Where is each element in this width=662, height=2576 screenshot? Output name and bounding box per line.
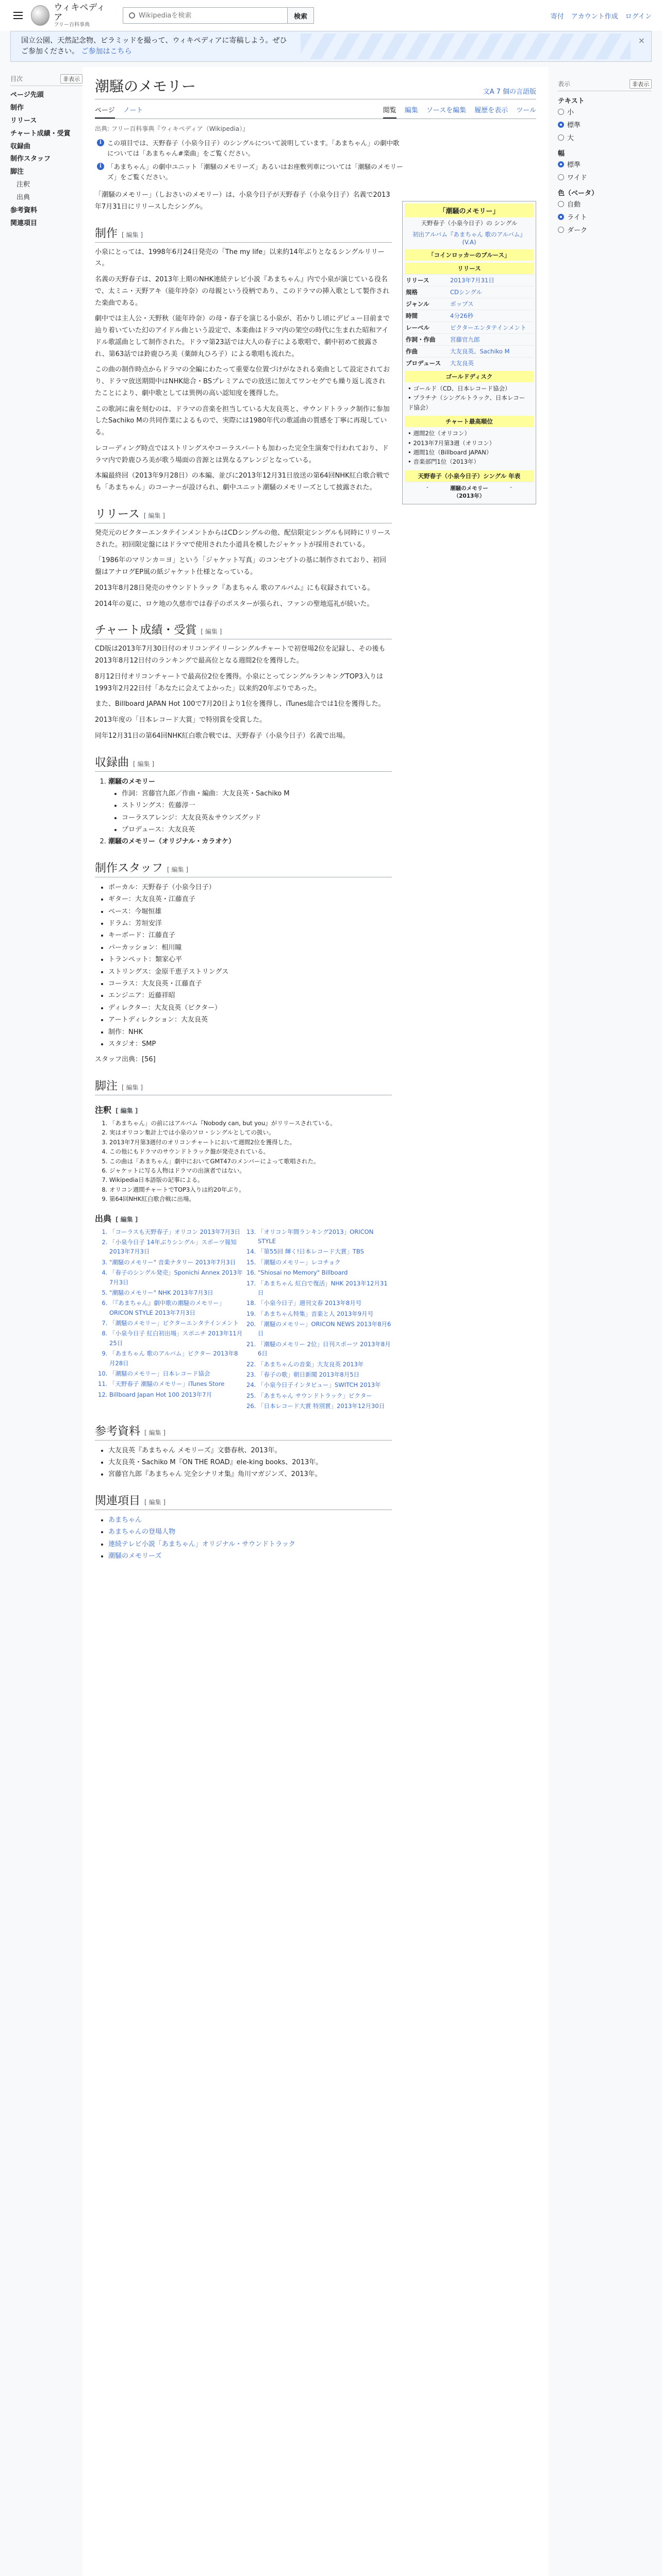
appearance-panel [549,67,652,2576]
toc-item[interactable]: 脚注 [10,168,24,176]
reference-item[interactable]: 10. 「潮騒のメモリー」日本レコード協会 [109,1369,243,1378]
tab-edit-source[interactable]: ソースを編集 [426,107,467,114]
edit-section-link[interactable]: [ 編集 ] [122,1084,143,1092]
logo-subtitle: フリー百科事典 [54,22,90,28]
infobox-chronology-head: 天野春子（小泉今日子）シングル 年表 [405,470,534,482]
paragraph: CD版は2013年7月30日付のオリコンデイリーシングルチャートで初登場2位を記録し、その後も2013年8月12日付のランキングで最高位となる週間2位を獲得した。 [95,645,386,665]
staff-list [95,882,392,1050]
paragraph: 8月12日付オリコンチャートで最高位2位を獲得。小泉にとってシングルランキングTOP3入りは1993年2月22日付「あなたに会えてよかった」以来約20年ぶりであった。 [95,672,384,692]
infobox-value[interactable]: ポップス [450,300,474,308]
references-list [95,1227,392,1411]
banner-link[interactable]: ご参加はこちら [81,47,132,56]
reference-item[interactable]: 6. 「『あまちゃん』劇中歌の潮騒のメモリー」ORICON STYLE 2013年7月3日 [109,1298,243,1317]
appearance-hide-button[interactable]: 非表示 [630,79,652,89]
staff-item: • アートディレクション：大友良英 [108,1014,392,1026]
reference-item[interactable]: 26. 「日本レコード大賞 特別賞」2013年12月30日 [258,1401,392,1411]
infobox-gold-head: ゴールドディスク [405,371,534,382]
gold-item: • プラチナ（シングルトラック、日本レコード協会） [408,393,531,412]
reference-item[interactable]: 23. 「春子の歌」朝日新聞 2013年8月5日 [258,1370,392,1379]
chart-item: • 2013年7月第3週（オリコン） [408,438,531,448]
subsection-heading-chu: 注釈 [ 編集 ] [95,1105,138,1115]
chronology-current: 潮騒のメモリー（2013年） [450,485,488,499]
page-title: 潮騒のメモリー [95,79,196,95]
note-item: 9. 第64回NHK紅白歌合戦に出場。 [109,1194,392,1204]
paragraph: 小泉にとっては、1998年6月24日発売の「The my life」以来約14年ぶりとなるシングルリリース。 [95,248,385,268]
campaign-banner [10,31,652,62]
staff-item: • ディレクター：大友良英（ビクター） [108,1002,392,1014]
reference-item[interactable]: 5. "潮騒のメモリー" NHK 2013年7月3日 [109,1288,243,1297]
staff-item: • コーラス：大友良英・江藤直子 [108,978,392,990]
chronology-next: - [510,484,512,490]
reference-item[interactable]: 3. "潮騒のメモリー" 音楽ナタリー 2013年7月3日 [109,1258,243,1267]
width-option[interactable]: ワイド [558,171,652,183]
reference-item[interactable]: 7. 「潮騒のメモリー」ビクターエンタテインメント [109,1318,243,1328]
width-label: 幅 [558,150,565,158]
search-input[interactable] [123,7,288,24]
donate-link[interactable]: 寄付 [550,12,564,21]
infobox-album[interactable]: 初出アルバム『あまちゃん 歌のアルバム』(V.A) [412,231,526,246]
edit-section-link[interactable]: [ 編集 ] [144,1498,166,1506]
tab-edit[interactable]: 編集 [404,107,418,114]
notes-list [95,1118,392,1204]
chronology-prev: - [426,484,428,490]
color-label: 色（ベータ） [558,190,599,197]
paragraph: 2013年度の「日本レコード大賞」で特別賞を受賞した。 [95,716,267,724]
search-button[interactable]: 検索 [288,7,314,24]
infobox-value[interactable]: 大友良英 [450,360,474,367]
staff-item: • ドラム：芳垣安洋 [108,918,392,929]
toc-item[interactable]: リリース [10,116,37,125]
section-heading-staff: 制作スタッフ [ 編集 ] [95,859,392,877]
paragraph: この歌詞に歯を刻むのは、ドラマの音楽を担当している大友良英と、サウンドトラック制作に参加したSachiko Mの共同作業によるもので、実際には1980年代の歌謡曲の質感を丁寧に再現している。 [95,405,390,436]
track-item: 2. 潮騒のメモリー（オリジナル・カラオケ） [108,836,392,848]
edit-section-link[interactable]: [ 編集 ] [115,1107,138,1115]
color-option[interactable]: 自動 [558,197,652,210]
hatnote: i この項目では、天野春子（小泉今日子）のシングルについて説明しています。「あまちゃん」の劇中歌については「あまちゃん#楽曲」をご覧ください。 [95,138,404,159]
tab-tools[interactable]: ツール [516,107,536,114]
section-heading-bibliography: 参考資料 [ 編集 ] [95,1422,392,1440]
staff-source: スタッフ出典：[56] [95,1056,156,1064]
tab-talk[interactable]: ノート [123,107,143,114]
staff-item: • ベース：今堀恒雄 [108,906,392,918]
subsection-heading-shutten: 出典 [ 編集 ] [95,1213,138,1224]
paragraph: レコーディング時点ではストリングスやコーラスパートも加わった完全生演奏で行われており、ドラマ内で鈴鹿ひろ美が歌う場面の音源とは異なるアレンジとなっている。 [95,444,389,464]
reference-item[interactable]: 19. 「あまちゃん特集」音楽と人 2013年9月号 [258,1309,392,1318]
staff-item: • エンジニア：近藤祥昭 [108,990,392,1002]
related-link[interactable]: 連続テレビ小説「あまちゃん」オリジナル・サウンドトラック [108,1540,295,1548]
paragraph: この曲の制作時点からドラマの全編にわたって重要な位置づけがなされる楽曲として設定されており、ドラマ放送期間中はNHK総合・BSプレミアムでの放送に加えてワンセグでも繰り返し流されたことにより、劇中歌としては異例の高い認知度を獲得した。 [95,366,390,397]
toc-sidebar [10,67,82,2576]
staff-item: • キーボード：江藤直子 [108,929,392,941]
bibliography-item: • 大友良英・Sachiko M『ON THE ROAD』ele-king books、2013年。 [108,1456,392,1468]
reference-item[interactable]: 8. 「小泉今日子 紅白初出場」スポニチ 2013年11月25日 [109,1329,243,1348]
reference-item[interactable]: 22. 「あまちゃんの音楽」大友良英 2013年 [258,1360,392,1369]
edit-section-link[interactable]: [ 編集 ] [122,231,143,239]
login-link[interactable]: ログイン [625,12,652,21]
staff-item: • トランペット：類家心平 [108,954,392,965]
edit-section-link[interactable]: [ 編集 ] [144,1429,166,1436]
related-link[interactable]: あまちゃん [108,1516,142,1524]
reference-item[interactable]: 9. 「あまちゃん 歌のアルバム」ビクター 2013年8月28日 [109,1349,243,1368]
hatnote: i 「あまちゃん」の劇中ユニット「潮騒のメモリーズ」あるいはお座敷列車については「潮騒のメモリーズ」をご覧ください。 [95,162,404,182]
note-item: 7. Wikipedia日本語版の記事による。 [109,1175,392,1184]
infobox-section-head: リリース [405,263,534,274]
toc-item[interactable]: 制作 [10,104,24,112]
paragraph: 2014年の夏に、ロケ地の久慈市では春子のポスターが張られ、ファンの聖地巡礼が続いた。 [95,600,374,608]
text-size-option[interactable]: 大 [558,131,652,144]
reference-item[interactable]: 17. 「あまちゃん 紅白で復活」NHK 2013年12月31日 [258,1279,392,1298]
related-link[interactable]: 潮騒のメモリーズ [108,1552,162,1560]
appearance-heading: 表示 [558,80,571,88]
chart-item: • 週間1位（Billboard JAPAN） [408,448,531,457]
paragraph: 本編最終回（2013年9月28日）の本編、並びに2013年12月31日放送の第64回NHK紅白歌合戦でも「あまちゃん」のコーナーが設けられ、劇中ユニット潮騒のメモリーズとして披露された。 [95,472,390,492]
infobox-value[interactable]: 宮藤官九郎 [450,336,480,343]
toc-item[interactable]: 参考資料 [10,207,38,215]
edit-section-link[interactable]: [ 編集 ] [115,1215,138,1223]
staff-item: • ストリングス：金原千恵子ストリングス [108,966,392,978]
section-heading-related: 関連項目 [ 編集 ] [95,1492,392,1510]
edit-section-link[interactable]: [ 編集 ] [143,512,165,519]
bibliography-list [95,1445,392,1481]
toc-hide-button[interactable]: 非表示 [60,74,82,83]
reference-item[interactable]: 24. 「小泉今日子インタビュー」SWITCH 2013年 [258,1380,392,1389]
banner-text: 国立公園、天然記念物、ピラミッドを撮って、ウィキペディアに寄稿しよう。ぜひご参加ください。 [21,37,287,56]
note-item: 1. 「あまちゃん」の前にはアルバム『Nobody can, but you』がリリースされている。 [109,1118,392,1128]
infobox-value: 4分26秒 [450,312,473,319]
reference-item[interactable]: 2. 「小泉今日子 14年ぶりシングル」スポーツ報知 2013年7月3日 [109,1238,243,1257]
track-item: 1. 潮騒のメモリー • 作詞：宮藤官九郎／作曲・編曲：大友良英・Sachiko M • ストリングス：佐藤淳一 • コーラスアレンジ：大友良英＆サウンズグッド • プロデュース：大友良英 [108,776,392,836]
section-heading-chart: チャート成績・受賞 [ 編集 ] [95,621,392,639]
reference-item[interactable]: 15. 「潮騒のメモリー」レコチョク [258,1258,392,1267]
toc-item[interactable]: 収録曲 [10,142,31,150]
note-item: 5. この曲は「あまちゃん」劇中においてGMT47のメンバーによって歌唱された。 [109,1157,392,1166]
infobox-chart-head: チャート最高順位 [405,416,534,427]
section-heading-release: リリース [ 編集 ] [95,505,392,523]
paragraph: 劇中では主人公・天野秋（能年玲奈）の母・春子を演じる小泉が、若かりし頃にデビュー目前まで辿り着いていた幻のアイドル曲という設定で、本楽曲はドラマ内の架空の時代に生まれた昭和アイドル歌謡曲として制作された。ドラマ第23話では大人の春子による歌唱で、劇中初めて披露され、第63話では鈴鹿ひろ美（薬師丸ひろ子）による歌唱も流れた。 [95,315,390,358]
paragraph: 名義の天野春子は、2013年上期のNHK連続テレビ小説『あまちゃん』内で小泉が演じている役名で、太ミニ・天野アキ（能年玲奈）の母親という役柄であり、このドラマの挿入歌として製作された楽曲である。 [95,276,390,307]
tab-history[interactable]: 履歴を表示 [474,107,508,114]
tab-page[interactable]: ページ [95,101,115,118]
section-heading-production: 制作 [ 編集 ] [95,225,392,243]
track-credit: • コーラスアレンジ：大友良英＆サウンズグッド [122,812,392,824]
section-heading-notes: 脚注 [ 編集 ] [95,1077,392,1095]
edit-section-link[interactable]: [ 編集 ] [201,628,222,636]
banner-illustration [301,33,631,59]
reference-item[interactable]: 11. 「天野春子 潮騒のメモリー」iTunes Store [109,1379,243,1388]
text-size-label: テキスト [558,97,585,105]
paragraph: 「1986年のマリンカ＝ヨ」という「ジャケット写真」のコンセプトの基に制作されており、初回盤はアナログEP風の紙ジャケット仕様となっている。 [95,556,387,576]
note-item: 3. 2013年7月第3週付のオリコンチャートにおいて週間2位を獲得した。 [109,1138,392,1147]
edit-section-link[interactable]: [ 編集 ] [133,760,155,768]
toc-item[interactable]: ページ先頭 [10,91,44,99]
language-button[interactable]: 文A 7 個の言語版 [483,86,536,96]
close-icon[interactable]: × [638,36,645,45]
color-option[interactable]: ダーク [558,223,652,236]
reference-item[interactable]: 12. Billboard Japan Hot 100 2013年7月 [109,1390,243,1399]
reference-item[interactable]: 20. 「潮騒のメモリー」ORICON NEWS 2013年8月6日 [258,1319,392,1338]
translate-icon: 文A [483,88,494,96]
track-credit: • ストリングス：佐藤淳一 [122,800,392,811]
text-size-option[interactable]: 標準 [558,118,652,131]
edit-section-link[interactable]: [ 編集 ] [167,866,189,873]
infobox-value[interactable]: ビクターエンタテインメント [450,324,526,331]
reference-item[interactable]: 14. 「第55回 輝く!日本レコード大賞」TBS [258,1247,392,1256]
reference-item[interactable]: 16. "Shiosai no Memory" Billboard [258,1268,392,1277]
note-item: 8. オリコン週間チャートでTOP3入りは約20年ぶり。 [109,1185,392,1194]
toc-item[interactable]: 出典 [16,194,30,202]
infobox-b-side: 「コインロッカーのブルース」 [405,249,534,261]
track-credit: • 作詞：宮藤官九郎／作曲・編曲：大友良英・Sachiko M [122,788,392,800]
reference-item[interactable]: 25. 「あまちゃん サウンドトラック」ビクター [258,1391,392,1400]
create-account-link[interactable]: アカウント作成 [571,12,618,21]
infobox-value[interactable]: 大友良英、Sachiko M [450,348,510,355]
menu-icon[interactable] [10,7,27,24]
paragraph: 同年12月31日の第64回NHK紅白歌合戦では、天野春子（小泉今日子）名義で出場。 [95,732,350,740]
tab-read[interactable]: 閲覧 [383,101,396,118]
chart-item: • 週間2位（オリコン） [408,429,531,438]
paragraph: 2013年8月28日発売のサウンドトラック『あまちゃん 歌のアルバム』にも収録されている。 [95,584,374,592]
site-logo[interactable] [31,3,108,28]
infobox-value[interactable]: CDシングル [450,289,483,296]
staff-item: • スタジオ：SMP [108,1038,392,1050]
site-sub: 出典: フリー百科事典『ウィキペディア（Wikipedia）』 [95,125,249,132]
track-credit: • プロデュース：大友良英 [122,824,392,836]
search-icon [129,12,135,19]
wikipedia-globe-icon [31,5,49,26]
staff-item: • ギター：大友良英・江藤直子 [108,893,392,905]
paragraph: 発売元のビクターエンタテインメントからはCDシングルの他、配信限定シングルも同時にリリースされた。初回限定盤にはドラマで使用された小道具を模したジャケットが採用されている。 [95,529,391,549]
track-list [95,776,392,848]
paragraph: また、Billboard JAPAN Hot 100で7月20日より1位を獲得し、iTunes総合では1位を獲得した。 [95,700,385,708]
toc-heading: 目次 [10,75,23,82]
infobox-value[interactable]: 2013年7月31日 [450,277,494,284]
reference-item[interactable]: 4. 「春子のシングル発売」Sponichi Annex 2013年7月3日 [109,1268,243,1287]
note-item: 4. この他にもドラマのサウンドトラック盤が発売されている。 [109,1147,392,1156]
toc-item[interactable]: チャート成績・受賞 [10,129,71,138]
article-main [82,67,549,2576]
bibliography-item: • 宮藤官九郎『あまちゃん 完全シナリオ集』角川マガジンズ、2013年。 [108,1468,392,1480]
reference-item[interactable]: 1. 「コーラスも天野春子」オリコン 2013年7月3日 [109,1227,243,1236]
infobox-title: 「潮騒のメモリー」 [405,204,534,217]
related-link[interactable]: あまちゃんの登場人物 [108,1528,176,1536]
site-header [0,0,662,31]
toc-item[interactable]: 制作スタッフ [10,155,51,163]
reference-item[interactable]: 18. 「小泉今日子」週刊文春 2013年8月号 [258,1298,392,1308]
staff-item: • パーカッション：相川瞳 [108,942,392,954]
width-option[interactable]: 標準 [558,158,652,171]
infobox: 「潮騒のメモリー」 天野春子（小泉今日子）の シングル 初出アルバム『あまちゃん 歌のアルバム』(V.A) 「コインロッカーのブルース」 リリース リリース 2013年7月31日 規格 CDシングル ジャンル ポップス 時間 4分26秒 レーベル ビクターエンタテインメント 作詞・作曲 宮藤官九郎 作曲 大友良英、Sachiko M プロデュース 大友良英 ゴールドディスク • ゴールド（CD、日本レコード協会） • プラチナ（シングルトラック、日本レコード協会） チャート最高順位 • 週間2位（オリコン） • 2013年7月第3週（オリコン） • 週間1位（Billboard JAPAN） • 音楽部門1位（2013年） 天野春子（小泉今日子）シングル 年表 - 潮騒のメモリー（2013年） - [402,201,536,504]
staff-item: • 制作：NHK [108,1026,392,1038]
logo-title: ウィキペディア [54,2,106,23]
note-item: 2. 実はオリコン集計上では小泉のソロ・シングルとしての扱い。 [109,1128,392,1137]
lead-paragraph: 「潮騒のメモリー」（しおさいのメモリー）は、小泉今日子が天野春子（小泉今日子）名義で2013年7月31日にリリースしたシングル。 [95,191,390,211]
gold-item: • ゴールド（CD、日本レコード協会） [408,384,531,393]
section-heading-tracks: 収録曲 [ 編集 ] [95,754,392,772]
bibliography-item: • 大友良英『あまちゃん メモリーズ』文藝春秋、2013年。 [108,1445,392,1456]
staff-item: • ボーカル：天野春子（小泉今日子） [108,882,392,893]
chart-item: • 音楽部門1位（2013年） [408,457,531,466]
search-box [117,7,314,24]
text-size-option[interactable]: 小 [558,105,652,118]
color-option[interactable]: ライト [558,210,652,223]
infobox-subtitle: 天野春子（小泉今日子）の シングル [421,219,518,227]
note-item: 6. ジャケットに写る人物はドラマの出演者ではない。 [109,1166,392,1175]
related-list [95,1514,392,1563]
reference-item[interactable]: 21. 「潮騒のメモリー 2位」日刊スポーツ 2013年8月6日 [258,1340,392,1359]
toc-item[interactable]: 関連項目 [10,219,38,227]
reference-item[interactable]: 13. 「オリコン年間ランキング2013」ORICON STYLE [258,1227,392,1246]
toc-item[interactable]: 注釈 [16,181,30,189]
